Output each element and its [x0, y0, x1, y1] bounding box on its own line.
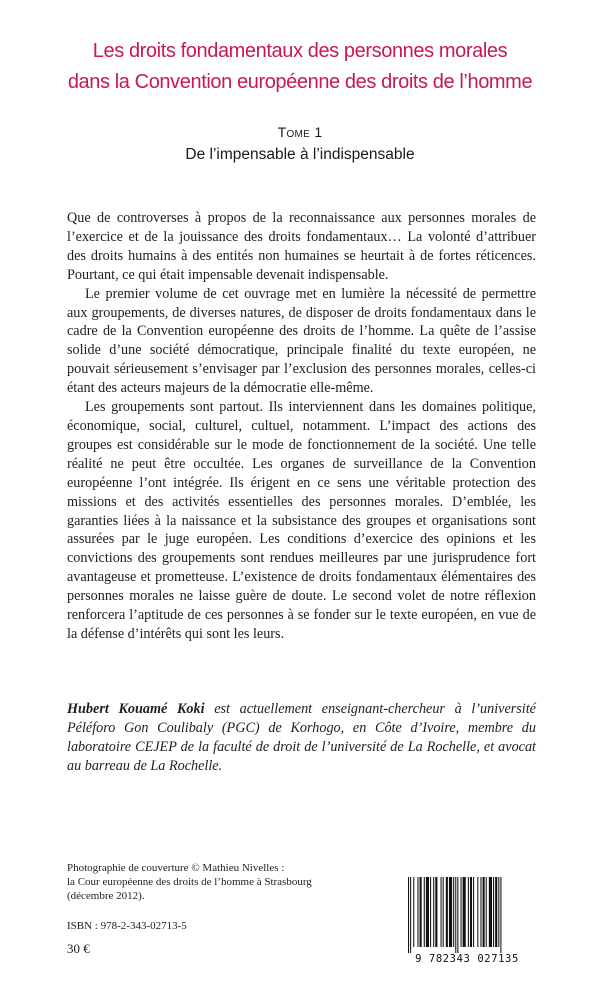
- barcode-bar: [441, 877, 442, 947]
- barcode-bar: [477, 877, 478, 947]
- barcode-bar: [470, 877, 472, 947]
- photo-credit: [67, 861, 387, 904]
- barcode-number: 9 782343 027135: [415, 953, 519, 965]
- barcode-bar: [424, 877, 425, 947]
- barcode-bar: [453, 877, 454, 947]
- isbn: ISBN : 978-2-343-02713-5: [67, 920, 187, 932]
- barcode-bar: [489, 877, 492, 947]
- barcode-bar: [430, 877, 431, 947]
- author-name: Hubert Kouamé Koki: [67, 701, 205, 717]
- book-title: [0, 36, 600, 98]
- barcode-bar: [446, 877, 448, 947]
- barcode-bar: [408, 877, 409, 953]
- back-cover-summary: [67, 209, 536, 644]
- book-title-line-2: dans la Convention européenne des droits de l’homme: [67, 71, 533, 93]
- barcode-bar: [468, 877, 469, 947]
- barcode-bar: [495, 877, 497, 947]
- barcode-bar: [455, 877, 456, 953]
- barcode-bar: [417, 877, 418, 947]
- volume-subtitle: De l’impensable à l’indispensable: [185, 146, 415, 163]
- barcode-bar: [463, 877, 466, 947]
- barcode-bar: [410, 877, 411, 953]
- summary-paragraph: Le premier volume de cet ouvrage met en lumière la nécessité de permettre aux groupements, de diverses natures, de disposer de droits fondamentaux dans le cadre de la Convention européenne des droits de l’homme. La quête de l’assise solide d’une société démocratique, principale finalité du texte européen, ne pouvait sérieusement s’envisager par l’exclusion des personnes morales, celles-ci étant des acteurs majeurs de la démocratie elle-même.: [67, 285, 536, 397]
- barcode-bar: [461, 877, 462, 947]
- barcode-bar: [473, 877, 474, 947]
- volume-label: Tome 1: [277, 124, 323, 140]
- barcode-bar: [493, 877, 494, 947]
- summary-paragraph: Que de controverses à propos de la reconnaissance aux personnes morales de l’exercice et de la jouissance des droits fondamentaux… La volonté d’attribuer des droits humains à des entités non humaines se heurtait à de fortes réticences. Pourtant, ce qui était impensable devenait indispensable.: [67, 210, 536, 283]
- barcode-bar: [486, 877, 487, 947]
- price: 30 €: [67, 941, 90, 956]
- author-bio: [67, 700, 536, 776]
- barcode-bar: [498, 877, 499, 947]
- barcode-bar: [500, 877, 501, 953]
- barcode-bar: [420, 877, 422, 947]
- barcode-bar: [449, 877, 452, 947]
- barcode-bar: [480, 877, 481, 947]
- book-title-line-1: Les droits fondamentaux des personnes morales: [92, 40, 508, 62]
- photo-credit-line: la Cour européenne des droits de l’homme à Strasbourg: [67, 876, 312, 889]
- photo-credit-line: Photographie de couverture © Mathieu Nivelles :: [67, 862, 285, 874]
- photo-credit-line: (décembre 2012).: [67, 890, 145, 903]
- author-bio-text: est actuellement enseignant-chercheur à l’université Péléforo Gon Coulibaly (PGC) de Korhogo, en Côte d’Ivoire, membre du laboratoire CEJEP de la faculté de droit de l’université de La Rochelle, et avocat au barreau de La Rochelle.: [67, 701, 536, 774]
- barcode-bar: [443, 877, 444, 947]
- barcode-bar: [426, 877, 429, 947]
- barcode-bar: [483, 877, 485, 947]
- summary-paragraph: Les groupements sont partout. Ils interviennent dans les domaines politique, économique, social, culturel, cultuel, notamment. L’impact des actions des groupes est considérable sur le mode de fonctionnement de la société. Une telle réalité ne peut être occultée. Les organes de surveillance de la Convention européenne l’ont intégrée. Ils érigent en ce sens une véritable protection des missions et des activités essentielles des personnes morales. D’emblée, les garanties liées à la naissance et la subsistance des groupes et organisations sont assurées par le juge européen. Les conditions d’exercice des opinions et les convictions des groupements sont rendues meilleures par une jurisprudence fort avantageuse et prometteuse. L’existence de droits fondamentaux élémentaires des personnes morales ne laisse guère de doute. Le second volet de notre réflexion renforcera l’aptitude de ces personnes à se fonder sur le texte européen, en vue de la défense d’intérêts qui sont les leurs.: [67, 399, 536, 642]
- barcode-bars: [396, 873, 538, 953]
- barcode-bar: [435, 877, 437, 947]
- barcode-bar: [433, 877, 434, 947]
- barcode-bar: [457, 877, 458, 953]
- barcode-bar: [413, 877, 414, 947]
